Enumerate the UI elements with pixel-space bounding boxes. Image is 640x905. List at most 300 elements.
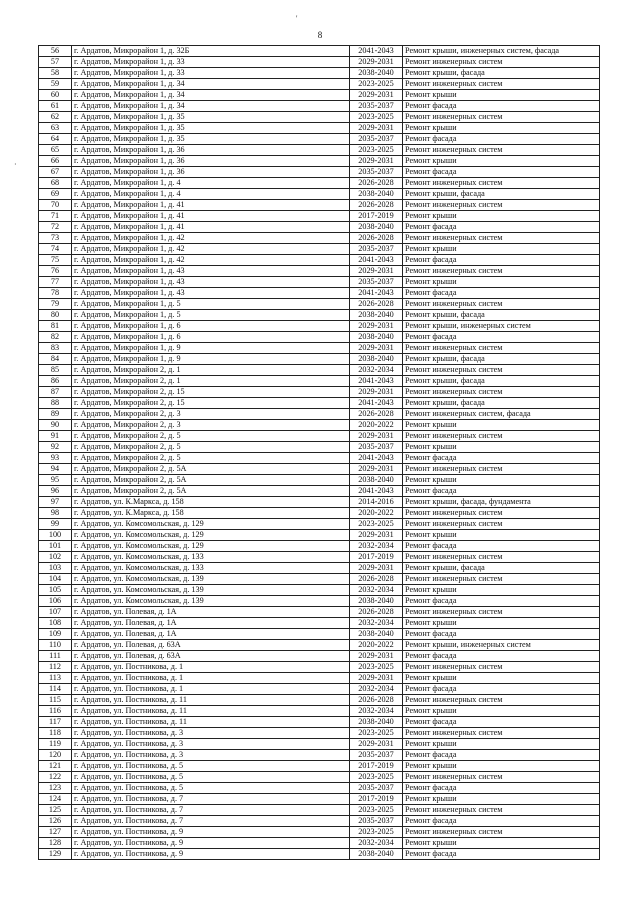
table-row — [39, 464, 600, 475]
row-number: 60 — [39, 90, 72, 101]
address-cell: г. Ардатов, Микрорайон 1, д. 36 — [72, 145, 350, 156]
row-number: 71 — [39, 211, 72, 222]
address-cell: г. Ардатов, ул. Полевая, д. 63А — [72, 651, 350, 662]
period-cell: 2035-2037 — [350, 167, 403, 178]
address-cell: г. Ардатов, Микрорайон 1, д. 42 — [72, 255, 350, 266]
period-cell: 2026-2028 — [350, 607, 403, 618]
table-row — [39, 805, 600, 816]
work-type-cell: Ремонт крыши — [403, 244, 600, 255]
row-number: 65 — [39, 145, 72, 156]
period-cell: 2020-2022 — [350, 420, 403, 431]
address-cell: г. Ардатов, ул. Постникова, д. 9 — [72, 827, 350, 838]
row-number: 103 — [39, 563, 72, 574]
address-cell: г. Ардатов, Микрорайон 1, д. 43 — [72, 288, 350, 299]
address-cell: г. Ардатов, ул. Постникова, д. 5 — [72, 783, 350, 794]
row-number: 95 — [39, 475, 72, 486]
row-number: 125 — [39, 805, 72, 816]
table-row — [39, 288, 600, 299]
period-cell: 2023-2025 — [350, 728, 403, 739]
row-number: 122 — [39, 772, 72, 783]
table-row — [39, 585, 600, 596]
work-type-cell: Ремонт инженерных систем — [403, 827, 600, 838]
table-row — [39, 233, 600, 244]
table-row — [39, 827, 600, 838]
address-cell: г. Ардатов, ул. Постникова, д. 11 — [72, 706, 350, 717]
work-type-cell: Ремонт фасада — [403, 783, 600, 794]
table-row — [39, 475, 600, 486]
work-type-cell: Ремонт инженерных систем — [403, 387, 600, 398]
address-cell: г. Ардатов, ул. Постникова, д. 1 — [72, 662, 350, 673]
period-cell: 2038-2040 — [350, 222, 403, 233]
period-cell: 2032-2034 — [350, 706, 403, 717]
work-type-cell: Ремонт крыши — [403, 90, 600, 101]
period-cell: 2023-2025 — [350, 772, 403, 783]
address-cell: г. Ардатов, Микрорайон 1, д. 5 — [72, 299, 350, 310]
period-cell: 2035-2037 — [350, 101, 403, 112]
row-number: 66 — [39, 156, 72, 167]
address-cell: г. Ардатов, ул. К.Маркса, д. 158 — [72, 497, 350, 508]
table-row — [39, 497, 600, 508]
row-number: 57 — [39, 57, 72, 68]
address-cell: г. Ардатов, ул. Комсомольская, д. 133 — [72, 552, 350, 563]
address-cell: г. Ардатов, Микрорайон 1, д. 34 — [72, 101, 350, 112]
work-type-cell: Ремонт фасада — [403, 332, 600, 343]
row-number: 93 — [39, 453, 72, 464]
table-row — [39, 68, 600, 79]
table-row — [39, 200, 600, 211]
work-type-cell: Ремонт фасада — [403, 134, 600, 145]
address-cell: г. Ардатов, ул. Постникова, д. 7 — [72, 816, 350, 827]
row-number: 102 — [39, 552, 72, 563]
row-number: 124 — [39, 794, 72, 805]
row-number: 62 — [39, 112, 72, 123]
address-cell: г. Ардатов, ул. Постникова, д. 5 — [72, 761, 350, 772]
work-type-cell: Ремонт крыши — [403, 211, 600, 222]
address-cell: г. Ардатов, ул. Постникова, д. 1 — [72, 684, 350, 695]
table-row — [39, 57, 600, 68]
row-number: 61 — [39, 101, 72, 112]
address-cell: г. Ардатов, Микрорайон 2, д. 5А — [72, 464, 350, 475]
row-number: 99 — [39, 519, 72, 530]
row-number: 68 — [39, 178, 72, 189]
table-row — [39, 618, 600, 629]
period-cell: 2029-2031 — [350, 530, 403, 541]
table-row — [39, 739, 600, 750]
period-cell: 2038-2040 — [350, 849, 403, 860]
table-row — [39, 398, 600, 409]
address-cell: г. Ардатов, Микрорайон 1, д. 4 — [72, 189, 350, 200]
table-row — [39, 684, 600, 695]
work-type-cell: Ремонт крыши — [403, 838, 600, 849]
address-cell: г. Ардатов, Микрорайон 1, д. 34 — [72, 90, 350, 101]
period-cell: 2038-2040 — [350, 475, 403, 486]
table-row — [39, 101, 600, 112]
address-cell: г. Ардатов, Микрорайон 1, д. 4 — [72, 178, 350, 189]
row-number: 120 — [39, 750, 72, 761]
work-type-cell: Ремонт инженерных систем — [403, 266, 600, 277]
work-type-cell: Ремонт фасада — [403, 222, 600, 233]
period-cell: 2026-2028 — [350, 695, 403, 706]
address-cell: г. Ардатов, Микрорайон 1, д. 43 — [72, 277, 350, 288]
row-number: 110 — [39, 640, 72, 651]
row-number: 96 — [39, 486, 72, 497]
work-type-cell: Ремонт инженерных систем — [403, 79, 600, 90]
period-cell: 2038-2040 — [350, 717, 403, 728]
address-cell: г. Ардатов, ул. Постникова, д. 7 — [72, 794, 350, 805]
address-cell: г. Ардатов, Микрорайон 2, д. 15 — [72, 387, 350, 398]
address-cell: г. Ардатов, Микрорайон 1, д. 33 — [72, 57, 350, 68]
address-cell: г. Ардатов, ул. Полевая, д. 1А — [72, 629, 350, 640]
table-row — [39, 222, 600, 233]
address-cell: г. Ардатов, Микрорайон 1, д. 42 — [72, 233, 350, 244]
row-number: 127 — [39, 827, 72, 838]
row-number: 94 — [39, 464, 72, 475]
work-type-cell: Ремонт инженерных систем — [403, 57, 600, 68]
period-cell: 2029-2031 — [350, 90, 403, 101]
period-cell: 2029-2031 — [350, 464, 403, 475]
table-row — [39, 838, 600, 849]
work-type-cell: Ремонт инженерных систем — [403, 233, 600, 244]
table-row — [39, 156, 600, 167]
work-type-cell: Ремонт инженерных систем — [403, 662, 600, 673]
address-cell: г. Ардатов, Микрорайон 1, д. 41 — [72, 211, 350, 222]
table-row — [39, 541, 600, 552]
period-cell: 2038-2040 — [350, 354, 403, 365]
address-cell: г. Ардатов, ул. Комсомольская, д. 129 — [72, 519, 350, 530]
table-row — [39, 761, 600, 772]
work-type-cell: Ремонт крыши — [403, 123, 600, 134]
address-cell: г. Ардатов, Микрорайон 2, д. 5 — [72, 431, 350, 442]
row-number: 67 — [39, 167, 72, 178]
address-cell: г. Ардатов, Микрорайон 1, д. 41 — [72, 222, 350, 233]
work-type-cell: Ремонт крыши — [403, 673, 600, 684]
address-cell: г. Ардатов, Микрорайон 1, д. 33 — [72, 68, 350, 79]
scan-speck: ' — [296, 14, 298, 23]
table-row — [39, 365, 600, 376]
work-type-cell: Ремонт фасада — [403, 629, 600, 640]
row-number: 75 — [39, 255, 72, 266]
period-cell: 2032-2034 — [350, 684, 403, 695]
period-cell: 2041-2043 — [350, 486, 403, 497]
table-row — [39, 343, 600, 354]
row-number: 81 — [39, 321, 72, 332]
work-type-cell: Ремонт инженерных систем, фасада — [403, 409, 600, 420]
address-cell: г. Ардатов, Микрорайон 2, д. 3 — [72, 409, 350, 420]
period-cell: 2017-2019 — [350, 552, 403, 563]
row-number: 100 — [39, 530, 72, 541]
address-cell: г. Ардатов, Микрорайон 1, д. 42 — [72, 244, 350, 255]
period-cell: 2017-2019 — [350, 794, 403, 805]
table-row — [39, 376, 600, 387]
period-cell: 2029-2031 — [350, 651, 403, 662]
address-cell: г. Ардатов, Микрорайон 1, д. 35 — [72, 134, 350, 145]
table-row — [39, 519, 600, 530]
table-row — [39, 794, 600, 805]
work-type-cell: Ремонт крыши, фасада — [403, 189, 600, 200]
table-row — [39, 629, 600, 640]
address-cell: г. Ардатов, ул. Комсомольская, д. 129 — [72, 530, 350, 541]
work-type-cell: Ремонт инженерных систем — [403, 552, 600, 563]
row-number: 126 — [39, 816, 72, 827]
address-cell: г. Ардатов, Микрорайон 1, д. 32Б — [72, 46, 350, 57]
row-number: 76 — [39, 266, 72, 277]
period-cell: 2029-2031 — [350, 321, 403, 332]
row-number: 115 — [39, 695, 72, 706]
table-row — [39, 145, 600, 156]
table-row — [39, 321, 600, 332]
period-cell: 2026-2028 — [350, 574, 403, 585]
row-number: 83 — [39, 343, 72, 354]
period-cell: 2029-2031 — [350, 57, 403, 68]
work-type-cell: Ремонт инженерных систем — [403, 464, 600, 475]
table-row — [39, 211, 600, 222]
work-type-cell: Ремонт инженерных систем — [403, 431, 600, 442]
work-type-cell: Ремонт крыши — [403, 530, 600, 541]
row-number: 64 — [39, 134, 72, 145]
row-number: 74 — [39, 244, 72, 255]
work-type-cell: Ремонт инженерных систем — [403, 178, 600, 189]
table-row — [39, 354, 600, 365]
row-number: 108 — [39, 618, 72, 629]
page-number: 8 — [317, 30, 323, 40]
work-type-cell: Ремонт фасада — [403, 486, 600, 497]
table-row — [39, 695, 600, 706]
period-cell: 2020-2022 — [350, 508, 403, 519]
row-number: 128 — [39, 838, 72, 849]
work-type-cell: Ремонт инженерных систем — [403, 607, 600, 618]
table-row — [39, 750, 600, 761]
address-cell: г. Ардатов, Микрорайон 2, д. 3 — [72, 420, 350, 431]
row-number: 101 — [39, 541, 72, 552]
work-type-cell: Ремонт фасада — [403, 101, 600, 112]
row-number: 78 — [39, 288, 72, 299]
table-row — [39, 420, 600, 431]
table-row — [39, 783, 600, 794]
table-row — [39, 530, 600, 541]
work-type-cell: Ремонт инженерных систем — [403, 772, 600, 783]
period-cell: 2029-2031 — [350, 563, 403, 574]
work-type-cell: Ремонт фасада — [403, 541, 600, 552]
address-cell: г. Ардатов, Микрорайон 1, д. 35 — [72, 112, 350, 123]
work-type-cell: Ремонт инженерных систем — [403, 200, 600, 211]
work-type-cell: Ремонт инженерных систем — [403, 519, 600, 530]
work-type-cell: Ремонт крыши, фасада — [403, 310, 600, 321]
row-number: 104 — [39, 574, 72, 585]
work-type-cell: Ремонт инженерных систем — [403, 728, 600, 739]
address-cell: г. Ардатов, ул. Постникова, д. 3 — [72, 739, 350, 750]
work-type-cell: Ремонт крыши, инженерных систем — [403, 321, 600, 332]
period-cell: 2029-2031 — [350, 266, 403, 277]
row-number: 86 — [39, 376, 72, 387]
table-row — [39, 728, 600, 739]
period-cell: 2029-2031 — [350, 431, 403, 442]
work-type-cell: Ремонт фасада — [403, 750, 600, 761]
period-cell: 2026-2028 — [350, 178, 403, 189]
period-cell: 2023-2025 — [350, 145, 403, 156]
work-type-cell: Ремонт крыши, фасада — [403, 398, 600, 409]
period-cell: 2026-2028 — [350, 409, 403, 420]
table-row — [39, 607, 600, 618]
row-number: 92 — [39, 442, 72, 453]
work-type-cell: Ремонт крыши — [403, 475, 600, 486]
row-number: 84 — [39, 354, 72, 365]
table-row — [39, 277, 600, 288]
work-type-cell: Ремонт крыши — [403, 618, 600, 629]
row-number: 73 — [39, 233, 72, 244]
row-number: 88 — [39, 398, 72, 409]
period-cell: 2038-2040 — [350, 332, 403, 343]
row-number: 98 — [39, 508, 72, 519]
table-row — [39, 123, 600, 134]
address-cell: г. Ардатов, ул. Полевая, д. 1А — [72, 607, 350, 618]
period-cell: 2014-2016 — [350, 497, 403, 508]
period-cell: 2038-2040 — [350, 189, 403, 200]
row-number: 107 — [39, 607, 72, 618]
work-type-cell: Ремонт крыши — [403, 156, 600, 167]
work-type-cell: Ремонт фасада — [403, 849, 600, 860]
work-type-cell: Ремонт крыши, фасада — [403, 376, 600, 387]
work-type-cell: Ремонт крыши, фасада — [403, 68, 600, 79]
address-cell: г. Ардатов, ул. Постникова, д. 3 — [72, 728, 350, 739]
period-cell: 2032-2034 — [350, 838, 403, 849]
address-cell: г. Ардатов, Микрорайон 1, д. 43 — [72, 266, 350, 277]
table-row — [39, 442, 600, 453]
work-type-cell: Ремонт фасада — [403, 255, 600, 266]
table-row — [39, 332, 600, 343]
period-cell: 2041-2043 — [350, 288, 403, 299]
table-row — [39, 596, 600, 607]
period-cell: 2017-2019 — [350, 211, 403, 222]
address-cell: г. Ардатов, Микрорайон 1, д. 9 — [72, 343, 350, 354]
table-row — [39, 662, 600, 673]
work-type-cell: Ремонт крыши — [403, 420, 600, 431]
address-cell: г. Ардатов, Микрорайон 2, д. 1 — [72, 376, 350, 387]
address-cell: г. Ардатов, ул. Комсомольская, д. 139 — [72, 596, 350, 607]
address-cell: г. Ардатов, Микрорайон 2, д. 5 — [72, 453, 350, 464]
address-cell: г. Ардатов, Микрорайон 2, д. 5А — [72, 475, 350, 486]
address-cell: г. Ардатов, ул. Постникова, д. 5 — [72, 772, 350, 783]
row-number: 72 — [39, 222, 72, 233]
row-number: 117 — [39, 717, 72, 728]
work-type-cell: Ремонт крыши — [403, 761, 600, 772]
row-number: 80 — [39, 310, 72, 321]
period-cell: 2032-2034 — [350, 585, 403, 596]
table-row — [39, 673, 600, 684]
row-number: 85 — [39, 365, 72, 376]
address-cell: г. Ардатов, ул. Постникова, д. 9 — [72, 849, 350, 860]
address-cell: г. Ардатов, ул. Постникова, д. 1 — [72, 673, 350, 684]
table-row — [39, 255, 600, 266]
period-cell: 2041-2043 — [350, 255, 403, 266]
table-row — [39, 79, 600, 90]
address-cell: г. Ардатов, ул. Постникова, д. 11 — [72, 717, 350, 728]
work-type-cell: Ремонт фасада — [403, 167, 600, 178]
work-type-cell: Ремонт крыши, инженерных систем, фасада — [403, 46, 600, 57]
address-cell: г. Ардатов, Микрорайон 2, д. 5А — [72, 486, 350, 497]
period-cell: 2023-2025 — [350, 827, 403, 838]
row-number: 59 — [39, 79, 72, 90]
row-number: 70 — [39, 200, 72, 211]
row-number: 112 — [39, 662, 72, 673]
row-number: 118 — [39, 728, 72, 739]
row-number: 113 — [39, 673, 72, 684]
work-type-cell: Ремонт инженерных систем — [403, 805, 600, 816]
table-row — [39, 178, 600, 189]
address-cell: г. Ардатов, Микрорайон 2, д. 5 — [72, 442, 350, 453]
work-type-cell: Ремонт фасада — [403, 288, 600, 299]
address-cell: г. Ардатов, Микрорайон 2, д. 1 — [72, 365, 350, 376]
address-cell: г. Ардатов, ул. К.Маркса, д. 158 — [72, 508, 350, 519]
work-type-cell: Ремонт инженерных систем — [403, 145, 600, 156]
period-cell: 2023-2025 — [350, 112, 403, 123]
period-cell: 2017-2019 — [350, 761, 403, 772]
address-cell: г. Ардатов, ул. Постникова, д. 3 — [72, 750, 350, 761]
table-row — [39, 134, 600, 145]
row-number: 109 — [39, 629, 72, 640]
work-type-cell: Ремонт фасада — [403, 453, 600, 464]
period-cell: 2026-2028 — [350, 299, 403, 310]
table-row — [39, 772, 600, 783]
table-row — [39, 387, 600, 398]
work-type-cell: Ремонт инженерных систем — [403, 299, 600, 310]
table-row — [39, 563, 600, 574]
work-type-cell: Ремонт фасада — [403, 816, 600, 827]
period-cell: 2029-2031 — [350, 156, 403, 167]
table-row — [39, 167, 600, 178]
work-type-cell: Ремонт крыши — [403, 277, 600, 288]
table-row — [39, 244, 600, 255]
work-type-cell: Ремонт крыши — [403, 442, 600, 453]
period-cell: 2035-2037 — [350, 442, 403, 453]
table-row — [39, 90, 600, 101]
address-cell: г. Ардатов, Микрорайон 1, д. 41 — [72, 200, 350, 211]
address-cell: г. Ардатов, ул. Комсомольская, д. 133 — [72, 563, 350, 574]
period-cell: 2041-2043 — [350, 453, 403, 464]
work-type-cell: Ремонт фасада — [403, 684, 600, 695]
work-type-cell: Ремонт крыши — [403, 706, 600, 717]
row-number: 82 — [39, 332, 72, 343]
row-number: 63 — [39, 123, 72, 134]
row-number: 77 — [39, 277, 72, 288]
table-row — [39, 486, 600, 497]
address-cell: г. Ардатов, ул. Постникова, д. 9 — [72, 838, 350, 849]
row-number: 87 — [39, 387, 72, 398]
period-cell: 2038-2040 — [350, 596, 403, 607]
period-cell: 2023-2025 — [350, 662, 403, 673]
row-number: 114 — [39, 684, 72, 695]
table-row — [39, 508, 600, 519]
period-cell: 2023-2025 — [350, 805, 403, 816]
period-cell: 2026-2028 — [350, 200, 403, 211]
period-cell: 2026-2028 — [350, 233, 403, 244]
address-cell: г. Ардатов, ул. Постникова, д. 7 — [72, 805, 350, 816]
work-type-cell: Ремонт инженерных систем — [403, 365, 600, 376]
period-cell: 2029-2031 — [350, 673, 403, 684]
row-number: 111 — [39, 651, 72, 662]
period-cell: 2029-2031 — [350, 343, 403, 354]
period-cell: 2029-2031 — [350, 387, 403, 398]
period-cell: 2035-2037 — [350, 750, 403, 761]
work-type-cell: Ремонт фасада — [403, 651, 600, 662]
work-type-cell: Ремонт инженерных систем — [403, 695, 600, 706]
table-row — [39, 299, 600, 310]
work-type-cell: Ремонт инженерных систем — [403, 574, 600, 585]
address-cell: г. Ардатов, ул. Полевая, д. 63А — [72, 640, 350, 651]
work-type-cell: Ремонт инженерных систем — [403, 343, 600, 354]
work-type-cell: Ремонт крыши — [403, 794, 600, 805]
period-cell: 2029-2031 — [350, 739, 403, 750]
period-cell: 2035-2037 — [350, 277, 403, 288]
